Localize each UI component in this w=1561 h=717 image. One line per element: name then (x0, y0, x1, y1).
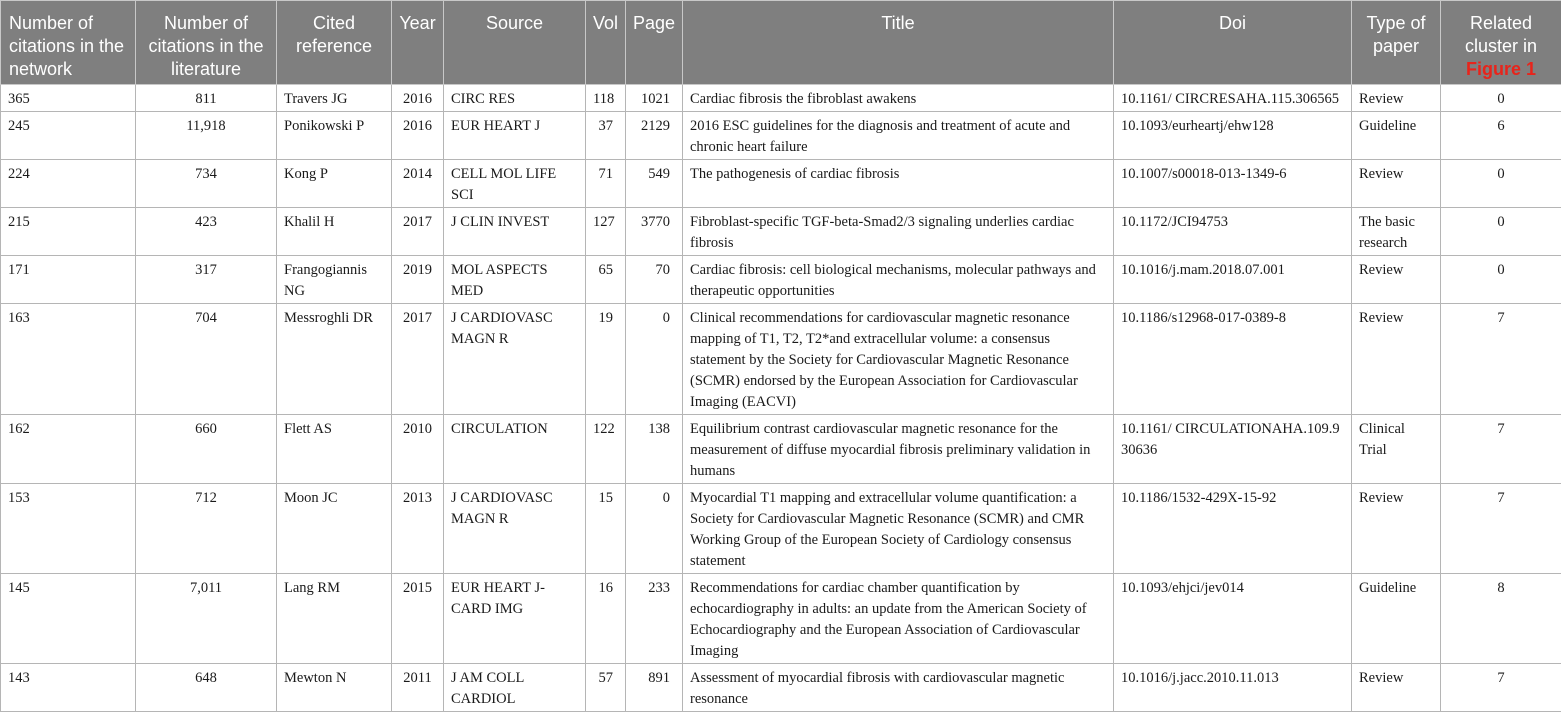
cell-network-citations: 145 (1, 574, 136, 664)
header-network-citations: Number of citations in the network (1, 1, 136, 85)
cell-related-cluster: 0 (1441, 208, 1561, 256)
header-literature-citations: Number of citations in the literature (136, 1, 277, 85)
cell-vol: 16 (586, 574, 626, 664)
cell-literature-citations: 734 (136, 160, 277, 208)
cell-doi: 10.1161/ CIRCRESAHA.115.306565 (1114, 85, 1352, 112)
cell-title: Clinical recommendations for cardiovascular magnetic resonance mapping of T1, T2, T2*and extracellular volume: a consensus statement by the Society for Cardiovascular Magnetic Resonance (SCMR) endorsed by the European Association for Cardiovascular Imaging (EACVI) (683, 304, 1114, 415)
cell-network-citations: 162 (1, 415, 136, 484)
cell-related-cluster: 8 (1441, 574, 1561, 664)
table-row (1, 664, 1561, 712)
cell-literature-citations: 811 (136, 85, 277, 112)
cell-related-cluster: 7 (1441, 484, 1561, 574)
cell-title: Assessment of myocardial fibrosis with cardiovascular magnetic resonance (683, 664, 1114, 712)
cell-type-of-paper: Review (1352, 304, 1441, 415)
header-cited-reference: Cited reference (277, 1, 392, 85)
cell-year: 2017 (392, 304, 444, 415)
cell-page: 0 (626, 304, 683, 415)
table-row (1, 85, 1561, 112)
cell-vol: 19 (586, 304, 626, 415)
table-row (1, 160, 1561, 208)
header-row (1, 1, 1561, 85)
cell-source: J CLIN INVEST (444, 208, 586, 256)
cell-type-of-paper: The basic research (1352, 208, 1441, 256)
cell-doi: 10.1016/j.jacc.2010.11.013 (1114, 664, 1352, 712)
cell-related-cluster: 0 (1441, 85, 1561, 112)
header-page: Page (626, 1, 683, 85)
cell-vol: 65 (586, 256, 626, 304)
cell-page: 549 (626, 160, 683, 208)
cell-year: 2014 (392, 160, 444, 208)
cell-cited-reference: Messroghli DR (277, 304, 392, 415)
cell-network-citations: 365 (1, 85, 136, 112)
cell-doi: 10.1016/j.mam.2018.07.001 (1114, 256, 1352, 304)
cell-cited-reference: Lang RM (277, 574, 392, 664)
cell-network-citations: 245 (1, 112, 136, 160)
cell-network-citations: 143 (1, 664, 136, 712)
cell-cited-reference: Ponikowski P (277, 112, 392, 160)
header-vol: Vol (586, 1, 626, 85)
header-doi: Doi (1114, 1, 1352, 85)
cell-source: CIRCULATION (444, 415, 586, 484)
cell-cited-reference: Frangogiannis NG (277, 256, 392, 304)
cell-vol: 15 (586, 484, 626, 574)
cell-related-cluster: 7 (1441, 664, 1561, 712)
cell-source: MOL ASPECTS MED (444, 256, 586, 304)
cell-cited-reference: Moon JC (277, 484, 392, 574)
cell-doi: 10.1093/eurheartj/ehw128 (1114, 112, 1352, 160)
cell-network-citations: 224 (1, 160, 136, 208)
cell-source: EUR HEART J-CARD IMG (444, 574, 586, 664)
header-related-cluster-text: Related cluster in (1464, 13, 1538, 56)
table-row (1, 256, 1561, 304)
cell-network-citations: 163 (1, 304, 136, 415)
cell-related-cluster: 6 (1441, 112, 1561, 160)
cell-source: J CARDIOVASC MAGN R (444, 484, 586, 574)
cell-network-citations: 215 (1, 208, 136, 256)
cell-page: 0 (626, 484, 683, 574)
cell-title: Equilibrium contrast cardiovascular magnetic resonance for the measurement of diffuse myocardial fibrosis preliminary validation in humans (683, 415, 1114, 484)
cell-vol: 71 (586, 160, 626, 208)
table-row (1, 112, 1561, 160)
cell-related-cluster: 7 (1441, 415, 1561, 484)
cell-type-of-paper: Review (1352, 256, 1441, 304)
header-year: Year (392, 1, 444, 85)
cell-source: EUR HEART J (444, 112, 586, 160)
cell-year: 2016 (392, 112, 444, 160)
cell-year: 2015 (392, 574, 444, 664)
cell-type-of-paper: Guideline (1352, 574, 1441, 664)
cell-vol: 118 (586, 85, 626, 112)
header-related-cluster (1441, 1, 1561, 85)
cell-source: J CARDIOVASC MAGN R (444, 304, 586, 415)
cell-doi: 10.1186/s12968-017-0389-8 (1114, 304, 1352, 415)
cell-literature-citations: 648 (136, 664, 277, 712)
figure-1-link[interactable]: Figure 1 (1465, 59, 1536, 79)
cell-doi: 10.1186/1532-429X-15-92 (1114, 484, 1352, 574)
cell-title: The pathogenesis of cardiac fibrosis (683, 160, 1114, 208)
cell-page: 138 (626, 415, 683, 484)
cell-vol: 57 (586, 664, 626, 712)
cell-type-of-paper: Guideline (1352, 112, 1441, 160)
cell-year: 2013 (392, 484, 444, 574)
cell-cited-reference: Mewton N (277, 664, 392, 712)
cell-related-cluster: 7 (1441, 304, 1561, 415)
table-row (1, 415, 1561, 484)
cell-page: 891 (626, 664, 683, 712)
cell-cited-reference: Kong P (277, 160, 392, 208)
cell-type-of-paper: Review (1352, 160, 1441, 208)
cell-year: 2016 (392, 85, 444, 112)
cell-vol: 122 (586, 415, 626, 484)
cell-type-of-paper: Review (1352, 85, 1441, 112)
table-row (1, 484, 1561, 574)
cell-type-of-paper: Clinical Trial (1352, 415, 1441, 484)
cell-page: 2129 (626, 112, 683, 160)
cell-doi: 10.1007/s00018-013-1349-6 (1114, 160, 1352, 208)
cell-source: CIRC RES (444, 85, 586, 112)
cell-literature-citations: 11,918 (136, 112, 277, 160)
header-type-of-paper: Type of paper (1352, 1, 1441, 85)
cell-title: Cardiac fibrosis: cell biological mechanisms, molecular pathways and therapeutic opportunities (683, 256, 1114, 304)
cell-literature-citations: 423 (136, 208, 277, 256)
cell-doi: 10.1161/ CIRCULATIONAHA.109.930636 (1114, 415, 1352, 484)
cell-year: 2010 (392, 415, 444, 484)
table-row (1, 304, 1561, 415)
header-source: Source (444, 1, 586, 85)
cell-type-of-paper: Review (1352, 484, 1441, 574)
cell-doi: 10.1093/ehjci/jev014 (1114, 574, 1352, 664)
cell-network-citations: 171 (1, 256, 136, 304)
header-title: Title (683, 1, 1114, 85)
cell-vol: 127 (586, 208, 626, 256)
cell-year: 2019 (392, 256, 444, 304)
cell-literature-citations: 704 (136, 304, 277, 415)
cell-page: 70 (626, 256, 683, 304)
cell-doi: 10.1172/JCI94753 (1114, 208, 1352, 256)
cell-vol: 37 (586, 112, 626, 160)
cell-title: 2016 ESC guidelines for the diagnosis and treatment of acute and chronic heart failure (683, 112, 1114, 160)
cell-title: Recommendations for cardiac chamber quantification by echocardiography in adults: an update from the American Society of Echocardiography and the European Association of Cardiovascular Imaging (683, 574, 1114, 664)
cell-cited-reference: Travers JG (277, 85, 392, 112)
cell-cited-reference: Flett AS (277, 415, 392, 484)
table-row (1, 574, 1561, 664)
cell-literature-citations: 7,011 (136, 574, 277, 664)
cell-year: 2017 (392, 208, 444, 256)
cell-network-citations: 153 (1, 484, 136, 574)
cell-literature-citations: 317 (136, 256, 277, 304)
cell-page: 233 (626, 574, 683, 664)
cell-literature-citations: 712 (136, 484, 277, 574)
cell-related-cluster: 0 (1441, 256, 1561, 304)
cell-title: Cardiac fibrosis the fibroblast awakens (683, 85, 1114, 112)
table-row (1, 208, 1561, 256)
cell-title: Myocardial T1 mapping and extracellular volume quantification: a Society for Cardiovascular Magnetic Resonance (SCMR) and CMR Working Group of the European Society of Cardiology consensus statement (683, 484, 1114, 574)
table-body (1, 85, 1561, 712)
cell-literature-citations: 660 (136, 415, 277, 484)
cell-cited-reference: Khalil H (277, 208, 392, 256)
cell-title: Fibroblast-specific TGF-beta-Smad2/3 signaling underlies cardiac fibrosis (683, 208, 1114, 256)
cell-type-of-paper: Review (1352, 664, 1441, 712)
cell-source: J AM COLL CARDIOL (444, 664, 586, 712)
cell-page: 3770 (626, 208, 683, 256)
cell-source: CELL MOL LIFE SCI (444, 160, 586, 208)
cell-year: 2011 (392, 664, 444, 712)
cell-page: 1021 (626, 85, 683, 112)
cell-related-cluster: 0 (1441, 160, 1561, 208)
